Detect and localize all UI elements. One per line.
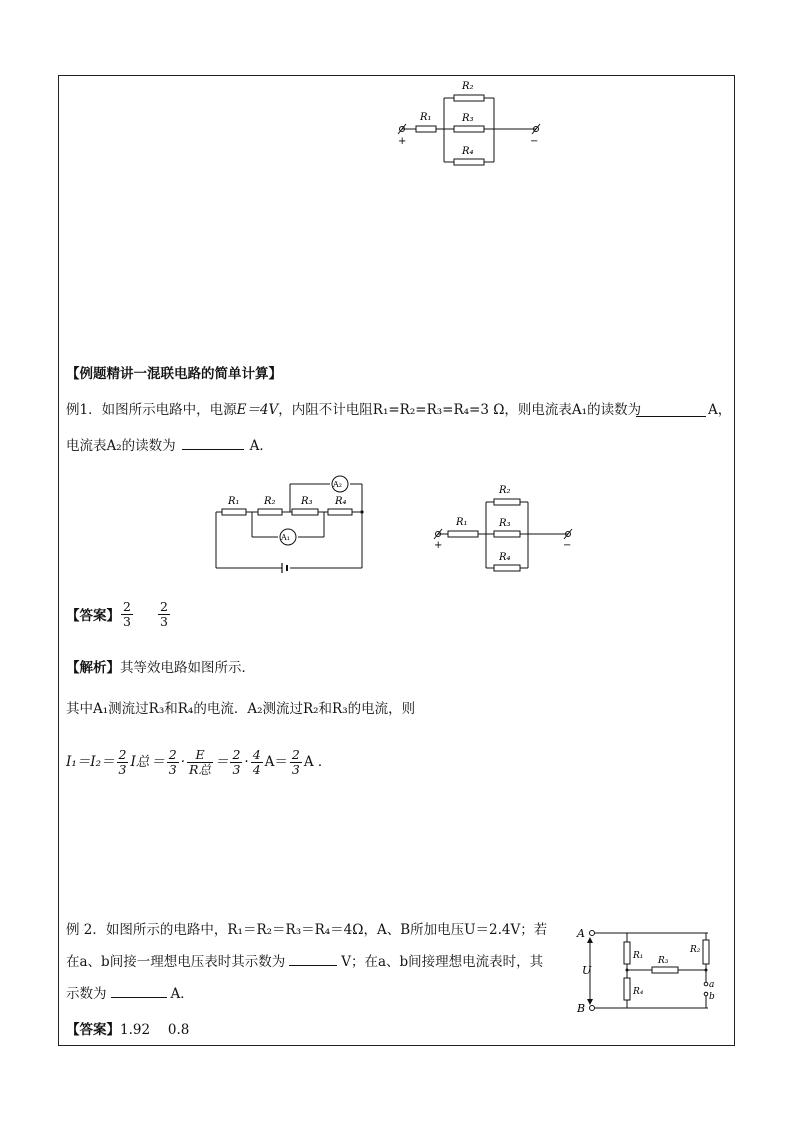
- formula-frac-4: $\frac{2}{3}$: [232, 747, 241, 777]
- ex2-line2-mid: V；在a、b间接理想电流表时，其: [341, 954, 544, 970]
- formula-i-total: I总: [130, 753, 150, 770]
- ex2-line3-suffix: A．: [170, 986, 194, 1002]
- ex2-label-r1: R₁: [633, 951, 644, 961]
- ex2-line2: [66, 953, 543, 970]
- ex2-answer-blank-1[interactable]: [289, 953, 337, 966]
- ex1-analysis: [66, 662, 255, 676]
- ex2-label-r2: R₂: [690, 945, 701, 955]
- ex1-label-r1: R₁: [228, 496, 240, 507]
- ex2-label-a-terminal: A: [577, 927, 585, 940]
- formula-dot-2: ·: [244, 753, 249, 770]
- formula-frac-1: $\frac{2}{3}$: [118, 747, 127, 777]
- ex1-label-r3: R₃: [301, 496, 313, 507]
- ex2-answer-blank-2[interactable]: [111, 985, 167, 998]
- formula-frac-2: $\frac{2}{3}$: [168, 747, 177, 777]
- formula-frac-5: $\frac{4}{4}$: [252, 747, 261, 777]
- ex1-eq-minus: −: [563, 540, 572, 551]
- ex2-label-r4: R₄: [633, 987, 644, 997]
- ex2-line1: 例 2．如图所示的电路中，R₁＝R₂＝R₃＝R₄＝4Ω，A、B所加电压U＝2.4V；若: [66, 922, 548, 938]
- formula-lhs: I₁＝I₂＝: [66, 753, 115, 770]
- ex1-analysis-text: 其等效电路如图所示．: [120, 660, 255, 676]
- ex1-label-r4: R₄: [335, 496, 347, 507]
- ex1-eq-label-r1: R₁: [456, 517, 468, 528]
- section-title: 【例题精讲一混联电路的简单计算】: [66, 366, 282, 382]
- label-plus: +: [398, 136, 407, 147]
- content-frame: [58, 75, 735, 1046]
- formula-frac-3: $\frac{E}{\text{R总}}$: [189, 747, 211, 777]
- formula-a-eq: A＝: [264, 753, 288, 770]
- circuit-diagram-ex2: [572, 920, 722, 1020]
- circuit-diagram-ex1-equivalent: [430, 478, 580, 572]
- ex2-label-u: U: [582, 964, 592, 977]
- ex2-label-a-point: a: [709, 980, 715, 990]
- ex1-line1-mid: ，内阻不计电阻R₁=R₂=R₃=R₄=3 Ω，则电流表A₁的读数为: [278, 402, 642, 418]
- ex1-ammeter-a2: A₂: [333, 480, 342, 489]
- ex1-eq-label-r4: R₄: [499, 552, 511, 563]
- ex1-ammeter-a1: A₁: [281, 533, 290, 542]
- ex2-answer-label: 【答案】: [66, 1022, 120, 1038]
- ex2-answer: [66, 1024, 189, 1038]
- ex2-label-b-terminal: B: [577, 1002, 586, 1015]
- formula-eq-1: ＝: [151, 753, 165, 770]
- ex1-label-r2: R₂: [264, 496, 276, 507]
- ex1-line2-suffix: A．: [249, 438, 273, 454]
- circuit-diagram-top: [390, 76, 550, 168]
- ex1-analysis-line2: 其中A₁测流过R₃和R₄的电流．A₂测流过R₂和R₃的电流，则: [66, 701, 416, 717]
- ex1-eq-plus: +: [434, 540, 443, 551]
- ex1-eq-label-r3: R₃: [499, 518, 511, 529]
- label-minus: −: [530, 136, 539, 147]
- label-r2: R₂: [462, 81, 474, 92]
- ex1-line1-prefix: 例1．如图所示电路中，电源: [66, 402, 237, 418]
- ex1-formula: [66, 748, 331, 777]
- circuit-diagram-ex1-original: [212, 472, 368, 574]
- ex1-answer-label: 【答案】: [66, 608, 120, 624]
- ex1-line2-prefix: 电流表A₂的读数为: [66, 438, 176, 454]
- ex1-answer-blank-2[interactable]: [182, 437, 244, 450]
- label-r1: R₁: [420, 112, 432, 123]
- ex1-answer-frac-2: $\frac{2}{3}$: [160, 599, 168, 629]
- ex1-answer-blank-1[interactable]: [636, 404, 706, 417]
- formula-dot-1: ·: [180, 753, 186, 770]
- ex1-e-value: E＝4V: [236, 402, 279, 418]
- ex2-label-r3: R₃: [658, 956, 669, 966]
- label-r3: R₃: [462, 113, 474, 124]
- ex1-line1: [66, 404, 641, 418]
- ex2-line2-prefix: 在a、b间接一理想电压表时其示数为: [66, 954, 286, 970]
- ex1-unit-a: A，: [708, 402, 732, 418]
- ex2-line3-prefix: 示数为: [66, 986, 107, 1002]
- ex1-answer-frac-1: $\frac{2}{3}$: [123, 599, 131, 629]
- ex2-line3: [66, 985, 194, 1002]
- ex1-eq-label-r2: R₂: [499, 485, 511, 496]
- ex1-line2: [66, 437, 273, 454]
- formula-end: A ．: [303, 753, 332, 770]
- ex2-label-b-point: b: [709, 992, 715, 1002]
- formula-frac-6: $\frac{2}{3}$: [291, 747, 300, 777]
- formula-eq-2: ＝: [214, 753, 229, 770]
- label-r4: R₄: [462, 146, 474, 157]
- ex1-analysis-label: 【解析】: [66, 660, 120, 676]
- ex2-answer-text: 1.92 0.8: [120, 1022, 190, 1038]
